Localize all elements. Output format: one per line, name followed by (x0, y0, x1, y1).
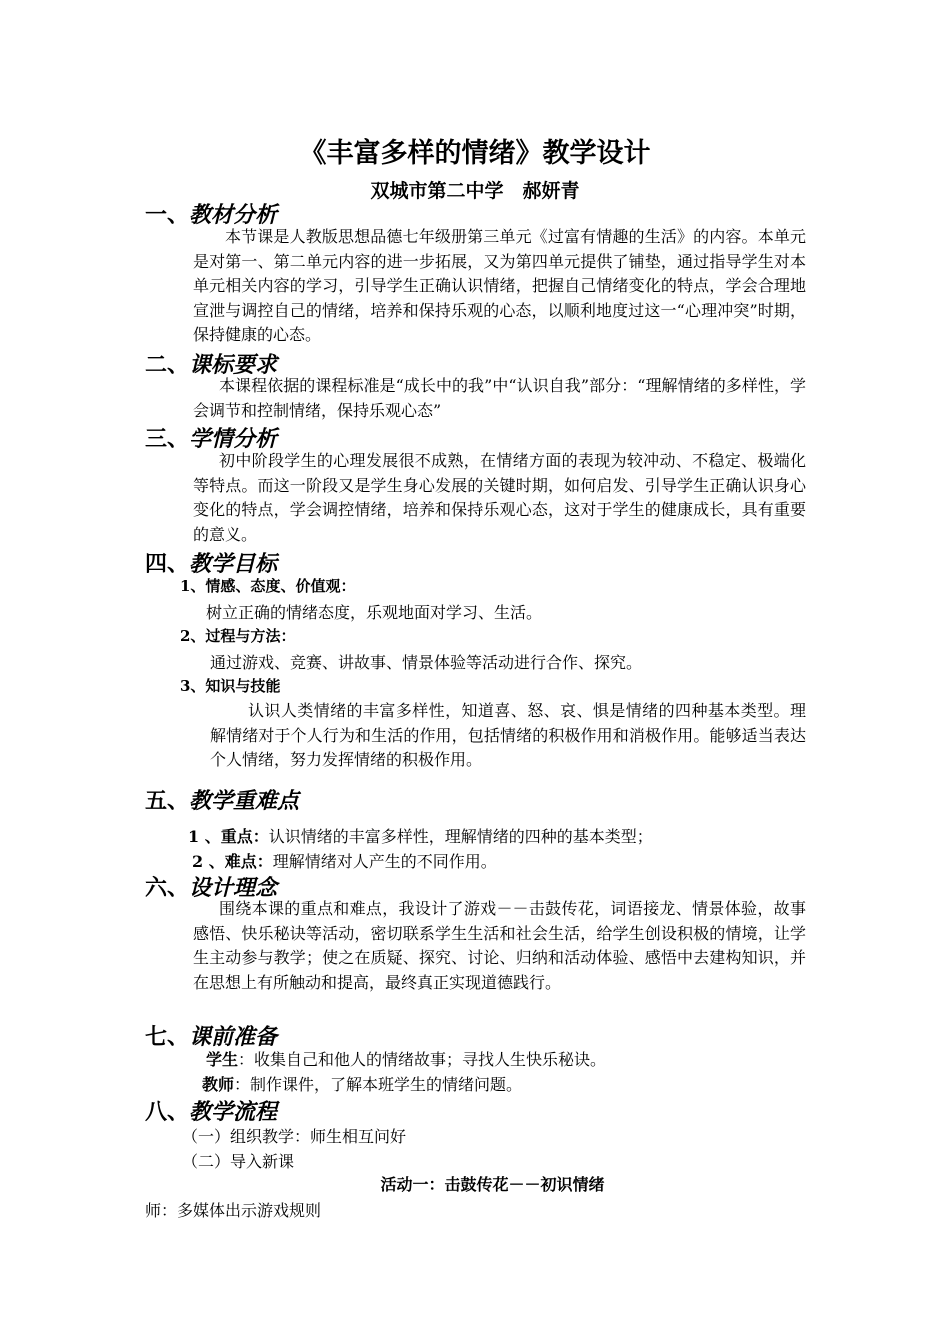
goal-3-label: 3、知识与技能 (180, 677, 281, 695)
key-point-2-label: 2 、难点： (192, 852, 273, 871)
section-2-number: 二、 (145, 352, 190, 378)
section-1-body: 本节课是人教版思想品德七年级册第三单元《过富有情趣的生活》的内容。本单元是对第一、第二单元内容的进一步拓展，又为第四单元提供了铺垫，通过指导学生对本单元相关内容的学习，引导学生正确认识情绪，把握自己情绪变化的特点，学会合理地宣泄与调控自己的情绪，培养和保持乐观的心态，以顺利地度过这一“心理冲突”时期，保持健康的心态。 (193, 227, 806, 344)
section-8-heading (145, 1095, 277, 1126)
teacher-instruction: 师：多媒体出示游戏规则 (145, 1201, 322, 1220)
prep-students (206, 1047, 606, 1070)
goal-1-label: 1、情感、态度、价值观： (180, 577, 356, 595)
activity-1-title: 活动一：击鼓传花－－初识情绪 (380, 1175, 605, 1194)
key-point-1-body: 认识情绪的丰富多样性，理解情绪的四种的基本类型； (268, 827, 653, 846)
prep-students-label: 学生 (206, 1050, 239, 1069)
section-7-number: 七、 (145, 1024, 190, 1050)
document-subtitle: 双城市第二中学 郝妍青 (370, 180, 580, 202)
section-6-title: 设计理念 (189, 875, 278, 901)
prep-teacher-label: 教师 (202, 1075, 235, 1094)
section-6-body: 围绕本课的重点和难点，我设计了游戏－－击鼓传花，词语接龙、情景体验，故事感悟、快乐秘诀等活动，密切联系学生生活和社会生活，给学生创设积极的情境，让学生主动参与教学；使之在质疑、探究、讨论、归纳和活动体验、感悟中去建构知识，并在思想上有所触动和提高，最终真正实现道德践行。 (193, 899, 806, 992)
process-step-2: （二）导入新课 (182, 1152, 295, 1171)
prep-teacher-body: ：制作课件，了解本班学生的情绪问题。 (234, 1075, 523, 1094)
goal-3-body: 认识人类情绪的丰富多样性，知道喜、怒、哀、惧是情绪的四种基本类型。理解情绪对于个人行为和生活的作用，包括情绪的积极作用和消极作用。能够适当表达个人情绪，努力发挥情绪的积极作用。 (210, 701, 806, 769)
section-4-title: 教学目标 (189, 551, 278, 577)
section-1-number: 一、 (145, 202, 190, 228)
section-1-title: 教材分析 (189, 202, 278, 228)
goal-2-label: 2、过程与方法： (180, 627, 296, 645)
section-7-title: 课前准备 (189, 1024, 278, 1050)
section-8-title: 教学流程 (189, 1099, 278, 1125)
prep-students-body: ：收集自己和他人的情绪故事；寻找人生快乐秘诀。 (238, 1050, 607, 1069)
section-5-number: 五、 (145, 788, 190, 814)
prep-teacher (202, 1072, 522, 1095)
section-2-body: 本课程依据的课程标准是“成长中的我”中“认识自我”部分：“理解情绪的多样性，学会调节和控制情绪，保持乐观心态” (193, 376, 806, 420)
key-point-2-body: 理解情绪对人产生的不同作用。 (272, 852, 497, 871)
key-point-1-label: 1 、重点： (188, 827, 269, 846)
key-point-1 (188, 824, 653, 847)
section-2-title: 课标要求 (189, 352, 278, 378)
section-3-title: 学情分析 (189, 426, 278, 452)
section-8-number: 八、 (145, 1099, 190, 1125)
document-title: 《丰富多样的情绪》教学设计 (299, 138, 651, 169)
section-5-heading (145, 784, 299, 815)
process-step-1: （一）组织教学：师生相互问好 (182, 1127, 407, 1146)
goal-1-body: 树立正确的情绪态度，乐观地面对学习、生活。 (206, 603, 543, 622)
section-5-title: 教学重难点 (189, 788, 300, 814)
section-4-number: 四、 (145, 551, 190, 577)
key-point-2 (192, 849, 497, 872)
section-6-number: 六、 (145, 875, 190, 901)
goal-2-body: 通过游戏、竞赛、讲故事、情景体验等活动进行合作、探究。 (210, 653, 643, 672)
section-3-number: 三、 (145, 426, 190, 452)
section-3-body: 初中阶段学生的心理发展很不成熟，在情绪方面的表现为较冲动、不稳定、极端化等特点。而这一阶段又是学生身心发展的关键时期，如何启发、引导学生正确认识身心变化的特点，学会调控情绪，培养和保持乐观心态，这对于学生的健康成长，具有重要的意义。 (193, 451, 806, 544)
section-4-heading (145, 547, 277, 578)
